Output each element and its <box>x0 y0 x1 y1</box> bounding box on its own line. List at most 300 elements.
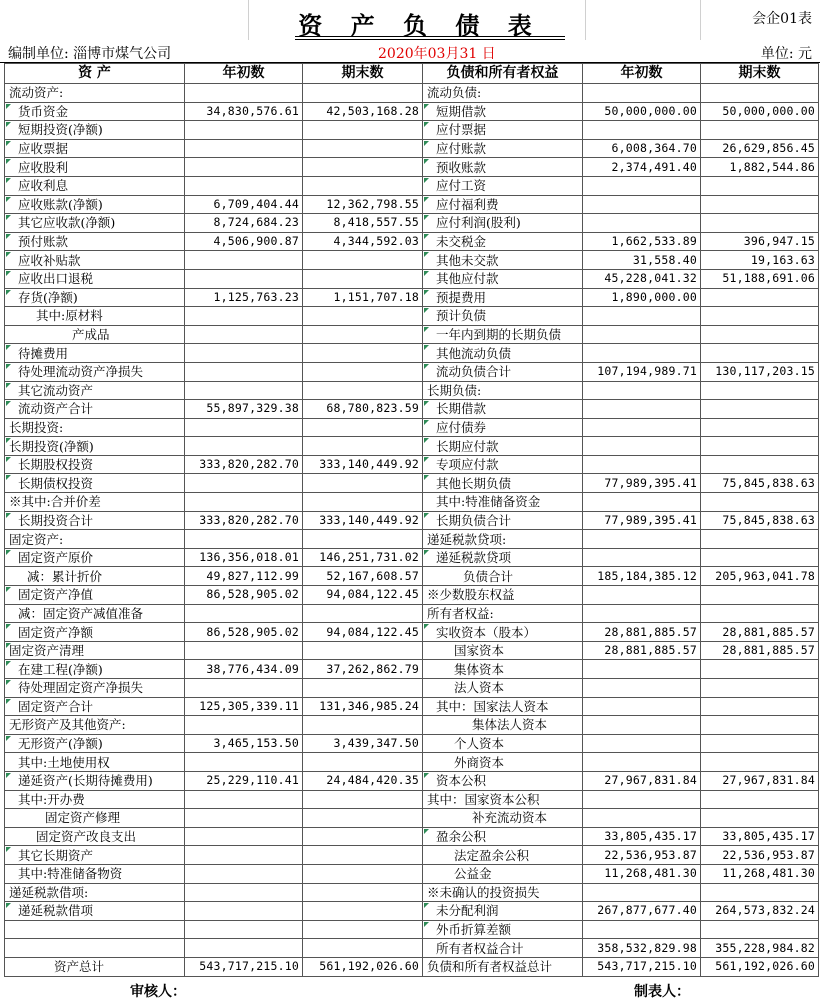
asset-beginning-value <box>185 846 303 865</box>
asset-beginning-value <box>185 864 303 883</box>
liability-ending-value <box>701 697 819 716</box>
asset-item-label: 递延税款借项: <box>5 883 185 902</box>
asset-beginning-value: 136,356,018.01 <box>185 548 303 567</box>
asset-item-label: 其中:土地使用权 <box>5 753 185 772</box>
asset-ending-value <box>303 121 423 140</box>
liability-beginning-value: 28,881,885.57 <box>583 623 701 642</box>
asset-item-label: 无形资产及其他资产: <box>5 716 185 735</box>
liability-ending-value: 28,881,885.57 <box>701 623 819 642</box>
liability-item-label: ※少数股东权益 <box>423 586 583 605</box>
asset-beginning-value <box>185 176 303 195</box>
liability-ending-value <box>701 679 819 698</box>
asset-ending-value: 94,084,122.45 <box>303 623 423 642</box>
asset-beginning-value: 125,305,339.11 <box>185 697 303 716</box>
liability-beginning-value <box>583 734 701 753</box>
asset-item-label: 递延资产(长期待摊费用) <box>5 771 185 790</box>
asset-beginning-value <box>185 121 303 140</box>
liability-item-label: 法人资本 <box>423 679 583 698</box>
liability-beginning-value <box>583 214 701 233</box>
liability-item-label: 短期借款 <box>423 102 583 121</box>
liability-beginning-value: 28,881,885.57 <box>583 641 701 660</box>
liability-item-label: 外商资本 <box>423 753 583 772</box>
liability-beginning-value <box>583 176 701 195</box>
liability-beginning-value <box>583 697 701 716</box>
table-row <box>5 716 819 735</box>
liability-item-label: 应付债券 <box>423 418 583 437</box>
table-row <box>5 604 819 623</box>
liability-beginning-value <box>583 809 701 828</box>
asset-beginning-value <box>185 493 303 512</box>
asset-beginning-value: 333,820,282.70 <box>185 455 303 474</box>
liability-item-label: 预计负债 <box>423 307 583 326</box>
liability-ending-value <box>701 493 819 512</box>
asset-ending-value <box>303 753 423 772</box>
liability-beginning-value <box>583 920 701 939</box>
liability-ending-value <box>701 660 819 679</box>
liability-ending-value: 50,000,000.00 <box>701 102 819 121</box>
liability-beginning-value <box>583 344 701 363</box>
liability-beginning-value <box>583 586 701 605</box>
liability-ending-value: 19,163.63 <box>701 251 819 270</box>
asset-item-label: 应收出口退税 <box>5 269 185 288</box>
table-row <box>5 195 819 214</box>
table-row <box>5 734 819 753</box>
asset-item-label: 长期投资合计 <box>5 511 185 530</box>
liability-beginning-value <box>583 418 701 437</box>
asset-ending-value <box>303 344 423 363</box>
asset-beginning-value <box>185 381 303 400</box>
asset-item-label: 长期投资: <box>5 418 185 437</box>
asset-beginning-value <box>185 362 303 381</box>
asset-item-label: 存货(净额) <box>5 288 185 307</box>
asset-beginning-value <box>185 269 303 288</box>
asset-beginning-value <box>185 920 303 939</box>
info-bar <box>0 40 820 63</box>
asset-ending-value: 333,140,449.92 <box>303 511 423 530</box>
liability-beginning-value: 107,194,989.71 <box>583 362 701 381</box>
table-row <box>5 400 819 419</box>
asset-ending-value: 131,346,985.24 <box>303 697 423 716</box>
table-row <box>5 548 819 567</box>
column-header-liabilities: 负债和所有者权益 <box>423 64 583 84</box>
liability-item-label: 应付工资 <box>423 176 583 195</box>
liability-beginning-value <box>583 195 701 214</box>
liability-ending-value <box>701 586 819 605</box>
asset-beginning-value: 6,709,404.44 <box>185 195 303 214</box>
asset-item-label: 应收账款(净额) <box>5 195 185 214</box>
asset-beginning-value <box>185 604 303 623</box>
asset-ending-value <box>303 176 423 195</box>
liability-item-label: 补充流动资本 <box>423 809 583 828</box>
liability-beginning-value: 77,989,395.41 <box>583 511 701 530</box>
table-row <box>5 102 819 121</box>
asset-ending-value: 68,780,823.59 <box>303 400 423 419</box>
asset-ending-value <box>303 251 423 270</box>
liability-beginning-value <box>583 604 701 623</box>
liability-ending-value: 75,845,838.63 <box>701 474 819 493</box>
liability-ending-value: 75,845,838.63 <box>701 511 819 530</box>
liability-ending-value: 355,228,984.82 <box>701 939 819 958</box>
liability-item-label: 实收资本（股本） <box>423 623 583 642</box>
asset-item-label: 资产总计 <box>5 957 185 976</box>
asset-ending-value: 12,362,798.55 <box>303 195 423 214</box>
asset-ending-value <box>303 307 423 326</box>
asset-beginning-value: 1,125,763.23 <box>185 288 303 307</box>
table-header-row <box>5 64 819 84</box>
asset-ending-value: 42,503,168.28 <box>303 102 423 121</box>
asset-ending-value <box>303 641 423 660</box>
liability-item-label: 其他应付款 <box>423 269 583 288</box>
table-row <box>5 939 819 958</box>
asset-ending-value <box>303 269 423 288</box>
liability-ending-value <box>701 530 819 549</box>
table-row <box>5 567 819 586</box>
liability-beginning-value: 45,228,041.32 <box>583 269 701 288</box>
asset-beginning-value: 333,820,282.70 <box>185 511 303 530</box>
liability-ending-value <box>701 809 819 828</box>
table-row <box>5 232 819 251</box>
asset-ending-value <box>303 716 423 735</box>
liability-ending-value <box>701 604 819 623</box>
report-title: 资 产 负 债 表 <box>298 11 542 40</box>
liability-beginning-value: 1,662,533.89 <box>583 232 701 251</box>
liability-beginning-value <box>583 716 701 735</box>
asset-ending-value <box>303 474 423 493</box>
liability-beginning-value <box>583 790 701 809</box>
table-row <box>5 84 819 103</box>
liability-ending-value <box>701 920 819 939</box>
form-number: 会企01表 <box>752 11 812 27</box>
table-row <box>5 530 819 549</box>
asset-ending-value: 52,167,608.57 <box>303 567 423 586</box>
liability-item-label: 未交税金 <box>423 232 583 251</box>
liability-item-label: 其他未交款 <box>423 251 583 270</box>
table-row <box>5 474 819 493</box>
report-date: 2020年03月31 日 <box>378 46 496 62</box>
liability-item-label: 国家资本 <box>423 641 583 660</box>
table-row <box>5 660 819 679</box>
preparer-label: 制表人： <box>634 983 690 1000</box>
asset-beginning-value: 34,830,576.61 <box>185 102 303 121</box>
asset-beginning-value <box>185 251 303 270</box>
liability-item-label: 应付福利费 <box>423 195 583 214</box>
liability-ending-value: 561,192,026.60 <box>701 957 819 976</box>
liability-beginning-value <box>583 530 701 549</box>
asset-beginning-value <box>185 344 303 363</box>
liability-item-label: 其中:特准储备资金 <box>423 493 583 512</box>
liability-ending-value <box>701 288 819 307</box>
table-row <box>5 493 819 512</box>
asset-item-label: 固定资产净额 <box>5 623 185 642</box>
liability-ending-value: 51,188,691.06 <box>701 269 819 288</box>
liability-ending-value: 205,963,041.78 <box>701 567 819 586</box>
asset-item-label: 其它流动资产 <box>5 381 185 400</box>
liability-item-label: 所有者权益: <box>423 604 583 623</box>
asset-ending-value: 4,344,592.03 <box>303 232 423 251</box>
liability-item-label: 集体法人资本 <box>423 716 583 735</box>
asset-beginning-value <box>185 790 303 809</box>
asset-ending-value <box>303 827 423 846</box>
liability-beginning-value: 543,717,215.10 <box>583 957 701 976</box>
asset-item-label: 固定资产合计 <box>5 697 185 716</box>
liability-item-label: 其他流动负债 <box>423 344 583 363</box>
asset-item-label: 应收票据 <box>5 139 185 158</box>
liability-item-label: 其中：国家法人资本 <box>423 697 583 716</box>
asset-item-label: 待处理固定资产净损失 <box>5 679 185 698</box>
asset-item-label: 应收股利 <box>5 158 185 177</box>
liability-ending-value: 26,629,856.45 <box>701 139 819 158</box>
asset-item-label: 固定资产修理 <box>5 809 185 828</box>
liability-beginning-value: 358,532,829.98 <box>583 939 701 958</box>
asset-item-label: 应收补贴款 <box>5 251 185 270</box>
asset-ending-value <box>303 920 423 939</box>
liability-beginning-value <box>583 883 701 902</box>
column-header-assets: 资 产 <box>5 64 185 84</box>
asset-ending-value: 146,251,731.02 <box>303 548 423 567</box>
asset-beginning-value <box>185 902 303 921</box>
table-row <box>5 214 819 233</box>
liability-item-label: 其他长期负债 <box>423 474 583 493</box>
asset-ending-value <box>303 418 423 437</box>
asset-beginning-value <box>185 883 303 902</box>
liability-ending-value <box>701 883 819 902</box>
asset-ending-value <box>303 809 423 828</box>
asset-beginning-value <box>185 418 303 437</box>
asset-beginning-value <box>185 809 303 828</box>
asset-item-label: 长期投资(净额) <box>5 437 185 456</box>
asset-beginning-value <box>185 325 303 344</box>
signature-footer <box>0 977 820 1001</box>
liability-ending-value: 11,268,481.30 <box>701 864 819 883</box>
liability-beginning-value <box>583 400 701 419</box>
asset-item-label: 其中:开办费 <box>5 790 185 809</box>
asset-ending-value <box>303 362 423 381</box>
table-row <box>5 790 819 809</box>
asset-ending-value <box>303 158 423 177</box>
liability-beginning-value: 77,989,395.41 <box>583 474 701 493</box>
asset-ending-value: 24,484,420.35 <box>303 771 423 790</box>
table-row <box>5 679 819 698</box>
asset-beginning-value: 25,229,110.41 <box>185 771 303 790</box>
asset-ending-value: 333,140,449.92 <box>303 455 423 474</box>
column-header-ending: 期末数 <box>701 64 819 84</box>
liability-ending-value: 27,967,831.84 <box>701 771 819 790</box>
liability-item-label: 应付账款 <box>423 139 583 158</box>
asset-item-label: 其它长期资产 <box>5 846 185 865</box>
asset-ending-value <box>303 846 423 865</box>
asset-item-label: 其它应收款(净额) <box>5 214 185 233</box>
liability-beginning-value <box>583 548 701 567</box>
asset-ending-value: 94,084,122.45 <box>303 586 423 605</box>
asset-beginning-value <box>185 158 303 177</box>
asset-item-label <box>5 920 185 939</box>
liability-ending-value: 396,947.15 <box>701 232 819 251</box>
liability-item-label: 一年内到期的长期负债 <box>423 325 583 344</box>
liability-item-label: 法定盈余公积 <box>423 846 583 865</box>
liability-item-label: 资本公积 <box>423 771 583 790</box>
table-row <box>5 883 819 902</box>
currency-unit: 单位: 元 <box>760 46 812 62</box>
table-row <box>5 864 819 883</box>
asset-ending-value: 1,151,707.18 <box>303 288 423 307</box>
asset-ending-value <box>303 902 423 921</box>
table-row <box>5 139 819 158</box>
liability-item-label: 递延税款贷项: <box>423 530 583 549</box>
table-row <box>5 288 819 307</box>
asset-item-label: 流动资产: <box>5 84 185 103</box>
asset-item-label: 固定资产清理 <box>5 641 185 660</box>
title-area <box>0 0 820 40</box>
asset-ending-value <box>303 493 423 512</box>
asset-item-label: 流动资产合计 <box>5 400 185 419</box>
asset-item-label: 待处理流动资产净损失 <box>5 362 185 381</box>
asset-ending-value: 561,192,026.60 <box>303 957 423 976</box>
asset-item-label: 递延税款借项 <box>5 902 185 921</box>
asset-beginning-value <box>185 716 303 735</box>
asset-ending-value <box>303 939 423 958</box>
asset-item-label: 减：固定资产减值准备 <box>5 604 185 623</box>
table-row <box>5 418 819 437</box>
liability-beginning-value <box>583 325 701 344</box>
asset-beginning-value: 86,528,905.02 <box>185 586 303 605</box>
asset-ending-value <box>303 84 423 103</box>
asset-beginning-value <box>185 84 303 103</box>
liability-ending-value <box>701 344 819 363</box>
asset-beginning-value: 49,827,112.99 <box>185 567 303 586</box>
liability-beginning-value <box>583 84 701 103</box>
asset-beginning-value <box>185 939 303 958</box>
asset-item-label: 其中:原材料 <box>5 307 185 326</box>
table-row <box>5 158 819 177</box>
asset-ending-value <box>303 325 423 344</box>
liability-beginning-value <box>583 381 701 400</box>
asset-item-label: 固定资产原价 <box>5 548 185 567</box>
table-row <box>5 809 819 828</box>
liability-ending-value <box>701 716 819 735</box>
table-row <box>5 827 819 846</box>
asset-item-label: 固定资产改良支出 <box>5 827 185 846</box>
asset-ending-value <box>303 790 423 809</box>
asset-ending-value: 37,262,862.79 <box>303 660 423 679</box>
asset-ending-value <box>303 381 423 400</box>
asset-item-label <box>5 939 185 958</box>
liability-item-label: 长期负债: <box>423 381 583 400</box>
asset-beginning-value <box>185 139 303 158</box>
asset-beginning-value <box>185 827 303 846</box>
asset-beginning-value: 86,528,905.02 <box>185 623 303 642</box>
table-row <box>5 121 819 140</box>
asset-item-label: ※其中:合并价差 <box>5 493 185 512</box>
asset-item-label: 其中:特准储备物资 <box>5 864 185 883</box>
liability-ending-value <box>701 418 819 437</box>
liability-beginning-value: 33,805,435.17 <box>583 827 701 846</box>
asset-beginning-value <box>185 307 303 326</box>
liability-ending-value <box>701 121 819 140</box>
liability-ending-value <box>701 753 819 772</box>
liability-beginning-value: 27,967,831.84 <box>583 771 701 790</box>
liability-ending-value <box>701 734 819 753</box>
liability-ending-value <box>701 790 819 809</box>
asset-ending-value <box>303 604 423 623</box>
asset-item-label: 长期债权投资 <box>5 474 185 493</box>
liability-item-label: 应付利润(股利) <box>423 214 583 233</box>
asset-beginning-value: 8,724,684.23 <box>185 214 303 233</box>
asset-beginning-value <box>185 753 303 772</box>
asset-item-label: 长期股权投资 <box>5 455 185 474</box>
table-row <box>5 455 819 474</box>
liability-item-label: ※未确认的投资损失 <box>423 883 583 902</box>
liability-beginning-value <box>583 455 701 474</box>
liability-ending-value <box>701 84 819 103</box>
liability-item-label: 未分配利润 <box>423 902 583 921</box>
asset-item-label: 短期投资(净额) <box>5 121 185 140</box>
liability-ending-value: 28,881,885.57 <box>701 641 819 660</box>
asset-ending-value <box>303 883 423 902</box>
table-row <box>5 307 819 326</box>
asset-item-label: 应收利息 <box>5 176 185 195</box>
liability-item-label: 盈余公积 <box>423 827 583 846</box>
asset-beginning-value <box>185 641 303 660</box>
liability-item-label: 负债合计 <box>423 567 583 586</box>
liability-beginning-value <box>583 121 701 140</box>
asset-beginning-value <box>185 530 303 549</box>
liability-item-label: 长期负债合计 <box>423 511 583 530</box>
table-row <box>5 902 819 921</box>
table-row <box>5 623 819 642</box>
table-row <box>5 846 819 865</box>
liability-beginning-value: 185,184,385.12 <box>583 567 701 586</box>
liability-item-label: 负债和所有者权益总计 <box>423 957 583 976</box>
liability-ending-value <box>701 400 819 419</box>
asset-item-label: 无形资产(净额) <box>5 734 185 753</box>
liability-ending-value <box>701 437 819 456</box>
table-row <box>5 437 819 456</box>
liability-item-label: 个人资本 <box>423 734 583 753</box>
asset-beginning-value: 38,776,434.09 <box>185 660 303 679</box>
asset-item-label: 待摊费用 <box>5 344 185 363</box>
liability-item-label: 流动负债合计 <box>423 362 583 381</box>
liability-item-label: 流动负债: <box>423 84 583 103</box>
liability-ending-value: 33,805,435.17 <box>701 827 819 846</box>
table-row <box>5 957 819 976</box>
liability-beginning-value: 11,268,481.30 <box>583 864 701 883</box>
liability-ending-value: 264,573,832.24 <box>701 902 819 921</box>
liability-item-label: 其中：国家资本公积 <box>423 790 583 809</box>
column-header-beginning: 年初数 <box>185 64 303 84</box>
liability-ending-value: 130,117,203.15 <box>701 362 819 381</box>
company-name: 编制单位: 淄博市煤气公司 <box>8 46 172 62</box>
liability-ending-value <box>701 548 819 567</box>
table-row <box>5 586 819 605</box>
asset-item-label: 固定资产净值 <box>5 586 185 605</box>
table-row <box>5 325 819 344</box>
liability-beginning-value: 1,890,000.00 <box>583 288 701 307</box>
table-row <box>5 771 819 790</box>
asset-item-label: 预付账款 <box>5 232 185 251</box>
table-row <box>5 381 819 400</box>
balance-sheet-table <box>4 63 819 977</box>
asset-beginning-value: 3,465,153.50 <box>185 734 303 753</box>
asset-ending-value <box>303 139 423 158</box>
column-header-beginning: 年初数 <box>583 64 701 84</box>
liability-ending-value <box>701 455 819 474</box>
liability-beginning-value <box>583 437 701 456</box>
table-row <box>5 362 819 381</box>
liability-beginning-value: 2,374,491.40 <box>583 158 701 177</box>
liability-item-label: 预提费用 <box>423 288 583 307</box>
liability-item-label: 长期借款 <box>423 400 583 419</box>
table-row <box>5 269 819 288</box>
